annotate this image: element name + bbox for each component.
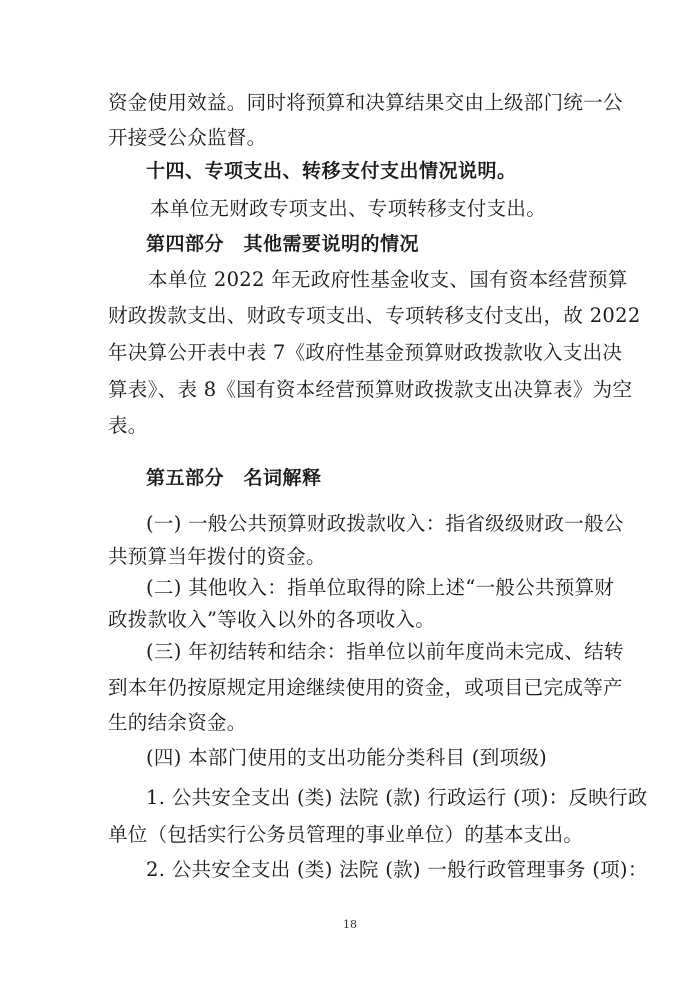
body-line: 本单位 2022 年无政府性基金收支、国有资本经营预算 — [148, 268, 628, 291]
body-line: 开接受公众监督。 — [108, 126, 267, 149]
body-line: 财政拨款支出、财政专项支出、专项转移支付支出，故 2022 — [108, 304, 641, 327]
section-heading: 第四部分 其他需要说明的情况 — [146, 233, 420, 255]
body-line: 资金使用效益。同时将预算和决算结果交由上级部门统一公 — [108, 91, 623, 114]
body-line: 政拨款收入”等收入以外的各项收入。 — [108, 608, 436, 631]
body-line: 算表》、表 8《国有资本经营预算财政拨款支出决算表》为空 — [108, 378, 633, 401]
body-line: 单位（包括实行公务员管理的事业单位）的基本支出。 — [108, 823, 584, 846]
section-heading: 第五部分 名词解释 — [146, 467, 322, 489]
page-number: 18 — [343, 918, 357, 931]
body-line: 年决算公开表中表 7《政府性基金预算财政拨款收入支出决 — [108, 341, 623, 364]
body-line: (四) 本部门使用的支出功能分类科目 (到项级) — [146, 746, 548, 769]
body-line: (一) 一般公共预算财政拨款收入：指省级级财政一般公 — [146, 512, 624, 535]
body-line: (三) 年初结转和结余：指单位以前年度尚未完成、结转 — [146, 640, 624, 663]
body-line: 表。 — [108, 414, 148, 437]
body-line: 2. 公共安全支出 (类) 法院 (款) 一般行政管理事务 (项)： — [146, 858, 648, 881]
body-line: 到本年仍按原规定用途继续使用的资金，或项目已完成等产 — [108, 676, 623, 699]
body-line: 本单位无财政专项支出、专项转移支付支出。 — [150, 197, 547, 220]
body-line: 1. 公共安全支出 (类) 法院 (款) 行政运行 (项)：反映行政 — [146, 786, 648, 809]
body-line: (二) 其他收入：指单位取得的除上述“一般公共预算财 — [146, 576, 615, 599]
body-line: 共预算当年拨付的资金。 — [108, 545, 326, 568]
section-heading: 十四、专项支出、转移支付支出情况说明。 — [146, 160, 517, 182]
body-line: 生的结余资金。 — [108, 711, 247, 734]
